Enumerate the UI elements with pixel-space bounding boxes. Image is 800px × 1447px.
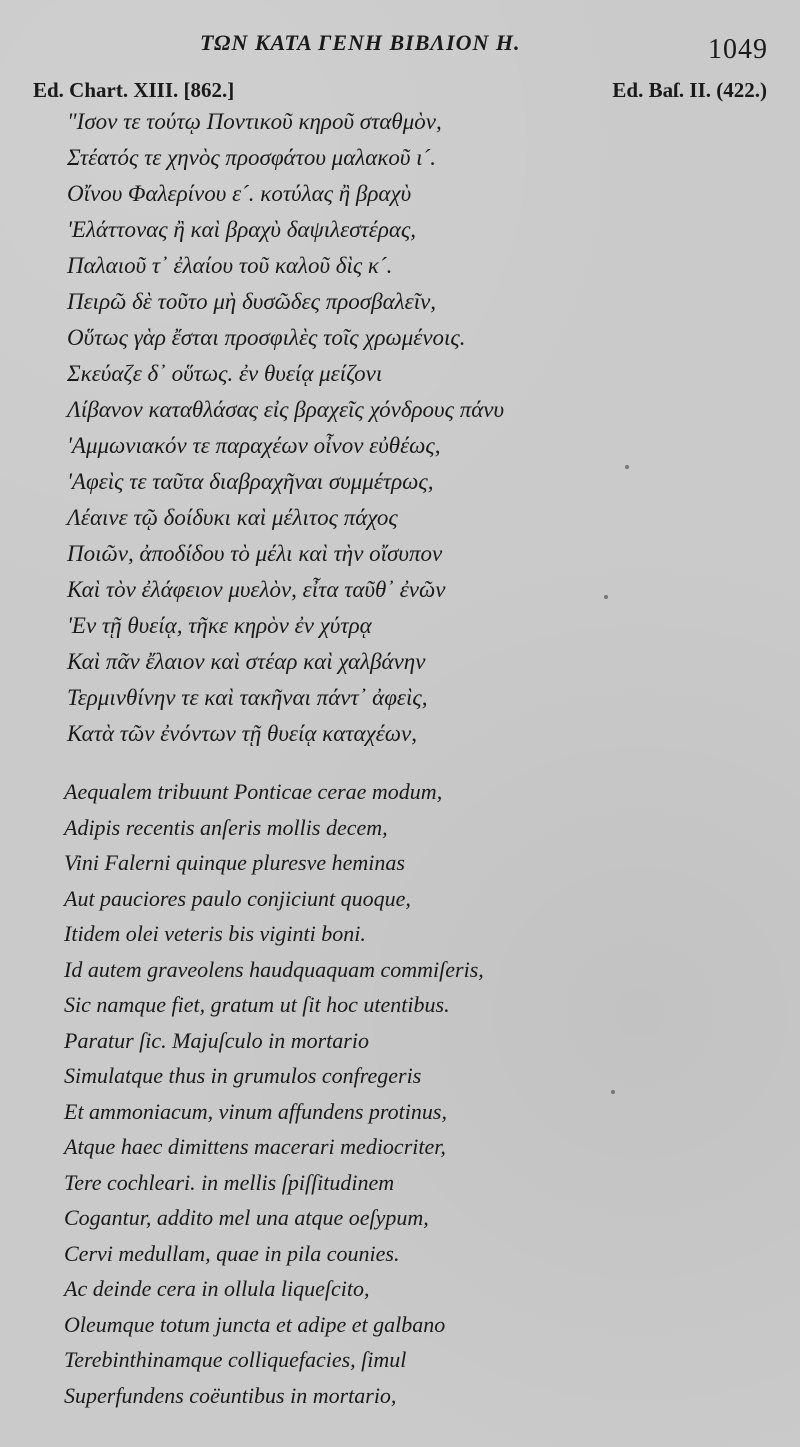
greek-line: 'Ελάττονας ἢ καὶ βραχὺ δαψιλεστέρας, bbox=[67, 217, 417, 242]
latin-line: Cogantur, addito mel una atque oeſypum, bbox=[64, 1205, 429, 1230]
latin-line: Terebinthinamque colliquefacies, ſimul bbox=[64, 1347, 407, 1372]
latin-line: Superfundens coëuntibus in mortario, bbox=[64, 1382, 397, 1408]
latin-line: Tere cochleari. in mellis ſpiſſitudinem bbox=[64, 1169, 395, 1195]
page-number: 1049 bbox=[708, 34, 768, 65]
greek-line: Στέατός τε χηνὸς προσφάτου μαλακοῦ ι´. bbox=[67, 145, 436, 170]
greek-line: 'Εν τῇ θυείᾳ, τῆκε κηρὸν ἐν χύτρᾳ bbox=[67, 613, 372, 638]
greek-line: 'Αφεὶς τε ταῦτα διαβραχῆναι συμμέτρως, bbox=[67, 469, 434, 494]
latin-line: Aut pauciores paulo conjiciunt quoque, bbox=[64, 885, 411, 911]
greek-line: Κατὰ τῶν ἐνόντων τῇ θυείᾳ καταχέων, bbox=[67, 721, 417, 746]
margin-ink-speck bbox=[625, 465, 629, 469]
latin-line: Et ammoniacum, vinum affundens protinus, bbox=[64, 1098, 447, 1124]
latin-line: Aequalem tribuunt Ponticae cerae modum, bbox=[64, 779, 443, 804]
latin-line: Vini Falerni quinque pluresve heminas bbox=[64, 850, 405, 875]
greek-line: Καὶ τὸν ἐλάφειον μυελὸν, εἶτα ταῦθ᾿ ἐνῶν bbox=[67, 577, 446, 602]
greek-line: 'Αμμωνιακόν τε παραχέων οἶνον εὐθέως, bbox=[67, 433, 441, 458]
greek-line: Τερμινθίνην τε καὶ τακῆναι πάντ᾿ ἀφεὶς, bbox=[67, 685, 428, 710]
margin-ink-speck bbox=[611, 1090, 615, 1094]
latin-line: Ac deinde cera in ollula liqueſcito, bbox=[64, 1276, 370, 1301]
greek-verse-block bbox=[0, 104, 800, 752]
greek-line: Καὶ πᾶν ἔλαιον καὶ στέαρ καὶ χαλβάνην bbox=[67, 649, 426, 674]
edition-reference-right: Ed. Baſ. II. (422.) bbox=[612, 78, 767, 102]
greek-line: Λίβανον καταθλάσας εἰς βραχεῖς χόνδρους πάνυ bbox=[67, 397, 505, 422]
latin-line: Itidem olei veteris bis viginti boni. bbox=[64, 921, 366, 946]
latin-line: Id autem graveolens haudquaquam commiſeris, bbox=[64, 956, 484, 982]
greek-line: Οὕτως γὰρ ἔσται προσφιλὲς τοῖς χρωμένοις. bbox=[67, 325, 466, 350]
latin-line: Paratur ſic. Majuſculo in mortario bbox=[64, 1027, 369, 1053]
latin-line: Cervi medullam, quae in pila counies. bbox=[64, 1240, 400, 1266]
greek-line: "Ισον τε τούτῳ Ποντικοῦ κηροῦ σταθμὸν, bbox=[67, 109, 442, 134]
latin-line: Simulatque thus in grumulos confregeris bbox=[64, 1063, 422, 1088]
greek-line: Παλαιοῦ τ᾿ ἐλαίου τοῦ καλοῦ δὶς κ´. bbox=[67, 253, 393, 278]
margin-ink-speck bbox=[604, 595, 608, 599]
greek-line: Πειρῶ δὲ τοῦτο μὴ δυσῶδες προσβαλεῖν, bbox=[67, 289, 437, 314]
running-head: ΤΩΝ ΚΑΤΑ ΓΕΝΗ ΒΙΒΛΙΟΝ Η. bbox=[200, 30, 521, 55]
greek-line: Ποιῶν, ἀποδίδου τὸ μέλι καὶ τὴν οἴσυπον bbox=[67, 541, 443, 566]
latin-verse-block bbox=[0, 774, 800, 1413]
greek-line: Σκεύαζε δ᾿ οὕτως. ἐν θυείᾳ μείζονι bbox=[67, 361, 383, 386]
edition-reference-left: Ed. Chart. XIII. [862.] bbox=[33, 78, 235, 102]
latin-line: Adipis recentis anſeris mollis decem, bbox=[64, 814, 388, 840]
latin-line: Oleumque totum juncta et adipe et galbano bbox=[64, 1311, 446, 1337]
latin-line: Atque haec dimittens macerari mediocriter, bbox=[64, 1134, 446, 1159]
greek-line: Οἴνου Φαλερίνου ε´. κοτύλας ἢ βραχὺ bbox=[67, 181, 412, 206]
greek-line: Λέαινε τῷ δοίδυκι καὶ μέλιτος πάχος bbox=[67, 505, 398, 530]
latin-line: Sic namque fiet, gratum ut ſit hoc utentibus. bbox=[64, 992, 450, 1017]
